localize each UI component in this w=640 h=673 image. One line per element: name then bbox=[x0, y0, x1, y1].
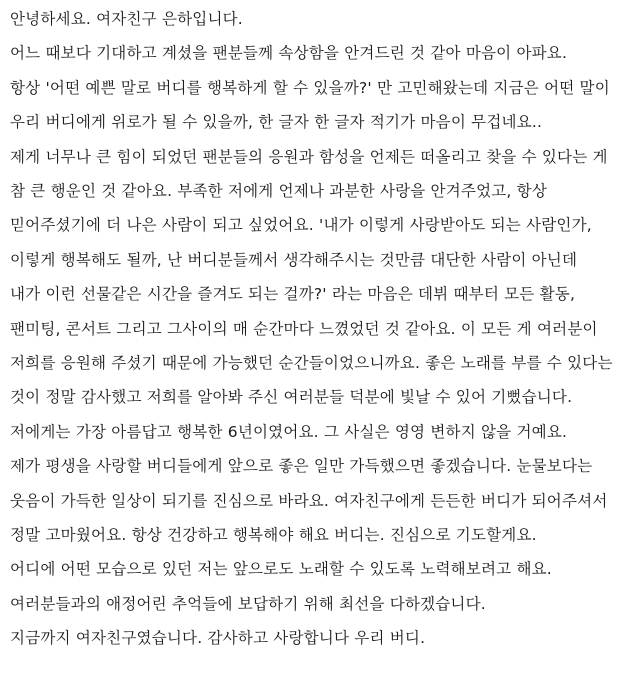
letter-line-16: 정말 고마웠어요. 항상 건강하고 행복해야 해요 버디는. 진심으로 기도할게요. bbox=[10, 526, 537, 544]
letter-line-9: 내가 이런 선물같은 시간을 즐겨도 되는 걸까?' 라는 마음은 데뷔 때부터 모든 활동, bbox=[10, 285, 576, 303]
letter-line-5: 제게 너무나 큰 힘이 되었던 팬분들의 응원과 함성을 언제든 떠올리고 찾을 수 있다는 게 bbox=[10, 148, 608, 166]
letter-line-3: 항상 '어떤 예쁜 말로 버디를 행복하게 할 수 있을까?' 만 고민해왔는데 지금은 어떤 말이 bbox=[10, 79, 610, 97]
letter-line-4: 우리 버디에게 위로가 될 수 있을까, 한 글자 한 글자 적기가 마음이 무겁네요.. bbox=[10, 113, 543, 131]
letter-line-2: 어느 때보다 기대하고 계셨을 팬분들께 속상함을 안겨드린 것 같아 마음이 아파요. bbox=[10, 44, 568, 62]
letter-line-19: 지금까지 여자친구였습니다. 감사하고 사랑합니다 우리 버디. bbox=[10, 629, 426, 647]
letter-line-11: 저희를 응원해 주셨기 때문에 가능했던 순간들이었으니까요. 좋은 노래를 부를 수 있다는 bbox=[10, 354, 613, 372]
letter-line-15: 웃음이 가득한 일상이 되기를 진심으로 바라요. 여자친구에게 든든한 버디가 되어주셔서 bbox=[10, 492, 608, 510]
letter-line-18: 여러분들과의 애정어린 추억들에 보답하기 위해 최선을 다하겠습니다. bbox=[10, 595, 486, 613]
letter-line-13: 저에게는 가장 아름답고 행복한 6년이였어요. 그 사실은 영영 변하지 않을 거예요. bbox=[10, 423, 568, 441]
letter-line-14: 제가 평생을 사랑할 버디들에게 앞으로 좋은 일만 가득했으면 좋겠습니다. 눈물보다는 bbox=[10, 457, 593, 475]
letter-line-10: 팬미팅, 콘서트 그리고 그사이의 매 순간마다 느꼈었던 것 같아요. 이 모든 게 여러분이 bbox=[10, 320, 598, 338]
letter-line-7: 믿어주셨기에 더 나은 사람이 되고 싶었어요. '내가 이렇게 사랑받아도 되는 사람인가, bbox=[10, 216, 592, 234]
letter-line-8: 이렇게 행복해도 될까, 난 버디분들께서 생각해주시는 것만큼 대단한 사람이 아닌데 bbox=[10, 251, 578, 269]
letter-line-1: 안녕하세요. 여자친구 은하입니다. bbox=[10, 10, 243, 28]
letter-line-6: 참 큰 행운인 것 같아요. 부족한 저에게 언제나 과분한 사랑을 안겨주었고, 항상 bbox=[10, 182, 548, 200]
letter-line-12: 것이 정말 감사했고 저희를 알아봐 주신 여러분들 덕분에 빛날 수 있어 기뻤습니다. bbox=[10, 388, 573, 406]
letter-line-17: 어디에 어떤 모습으로 있던 저는 앞으로도 노래할 수 있도록 노력해보려고 해요. bbox=[10, 560, 552, 578]
